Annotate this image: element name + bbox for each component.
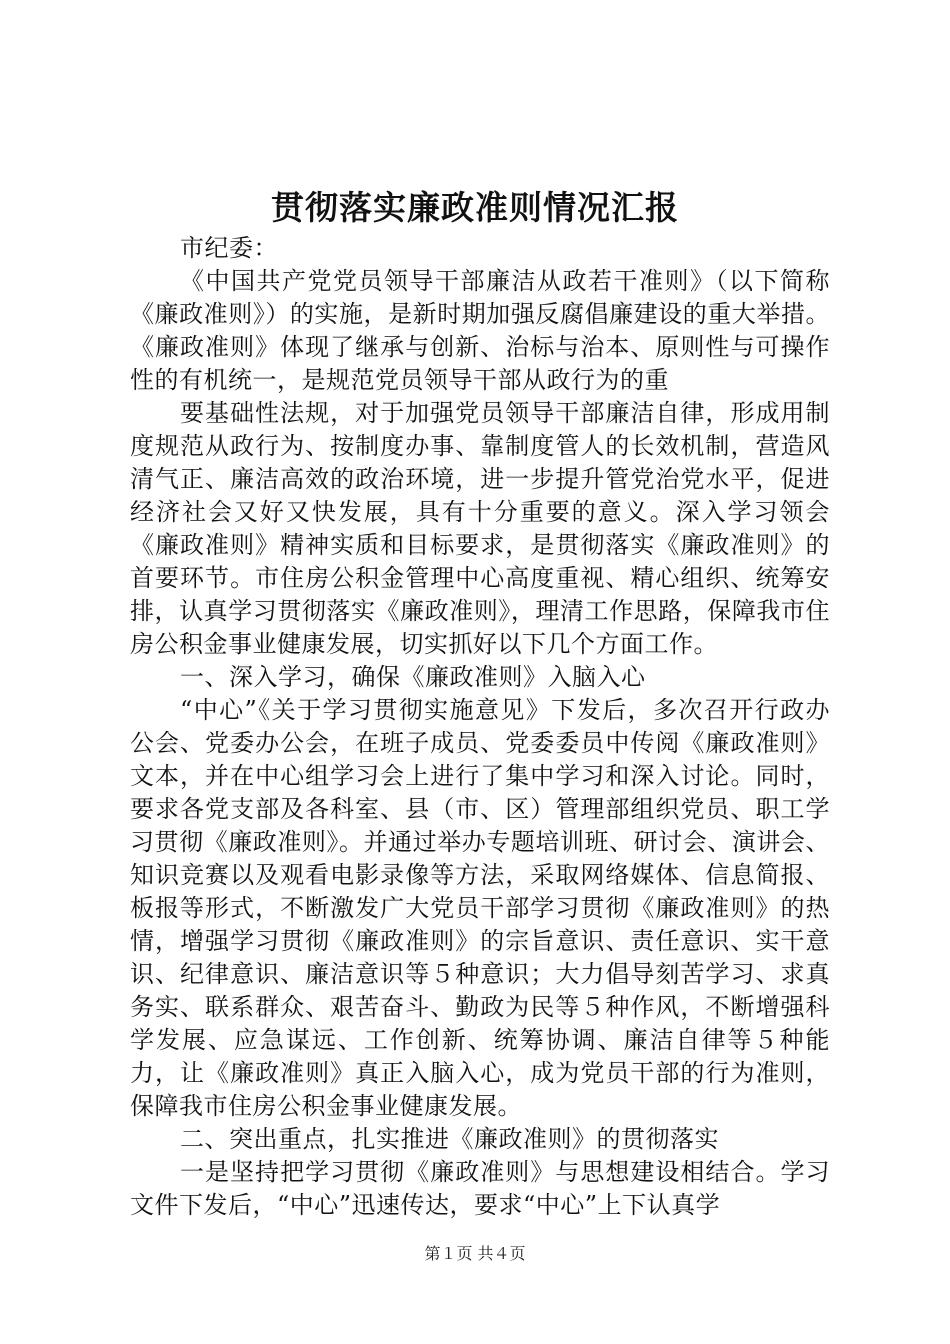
- document-title: 贯彻落实廉政准则情况汇报: [271, 188, 679, 227]
- paragraph-significance: 要基础性法规，对于加强党员领导干部廉洁自律，形成用制度规范从政行为、按制度办事、靠制度管人的长效机制，营造风清气正、廉洁高效的政治环境，进一步提升管党治党水平，促进经济社会又好又快发展，具有十分重要的意义。深入学习领会《廉政准则》精神实质和目标要求，是贯彻落实《廉政准则》的首要环节。市住房公积金管理中心高度重视、精心组织、统筹安排，认真学习贯彻落实《廉政准则》，理清工作思路，保障我市住房公积金事业健康发展，切实抓好以下几个方面工作。: [130, 399, 830, 658]
- document-body: [130, 232, 830, 1222]
- section-heading-2: 二、突出重点，扎实推进《廉政准则》的贯彻落实: [180, 1125, 719, 1153]
- paragraph-intro: 《中国共产党党员领导干部廉洁从政若干准则》（以下简称《廉政准则》）的实施，是新时期加强反腐倡廉建设的重大举措。《廉政准则》体现了继承与创新、治标与治本、原则性与可操作性的有机统一，是规范党员领导干部从政行为的重: [130, 267, 830, 394]
- paragraph-section-1: “中心”《关于学习贯彻实施意见》下发后，多次召开行政办公会、党委办公会，在班子成员、党委委员中传阅《廉政准则》文本，并在中心组学习会上进行了集中学习和深入讨论。同时，要求各党支部及各科室、县（市、区）管理部组织党员、职工学习贯彻《廉政准则》。并通过举办专题培训班、研讨会、演讲会、知识竞赛以及观看电影录像等方法，采取网络媒体、信息简报、板报等形式，不断激发广大党员干部学习贯彻《廉政准则》的热情，增强学习贯彻《廉政准则》的宗旨意识、责任意识、实干意识、纪律意识、廉洁意识等５种意识；大力倡导刻苦学习、求真务实、联系群众、艰苦奋斗、勤政为民等５种作风，不断增强科学发展、应急谋远、工作创新、统筹协调、廉洁自律等５种能力，让《廉政准则》真正入脑入心，成为党员干部的行为准则，保障我市住房公积金事业健康发展。: [130, 696, 830, 1120]
- paragraph-section-2: 一是坚持把学习贯彻《廉政准则》与思想建设相结合。学习文件下发后，“中心”迅速传达，要求“中心”上下认真学: [130, 1158, 830, 1219]
- salutation: 市纪委：: [180, 234, 278, 262]
- page-footer: 第１页 共４页: [424, 1244, 526, 1263]
- section-heading-1: 一、深入学习，确保《廉政准则》入脑入心: [180, 663, 646, 691]
